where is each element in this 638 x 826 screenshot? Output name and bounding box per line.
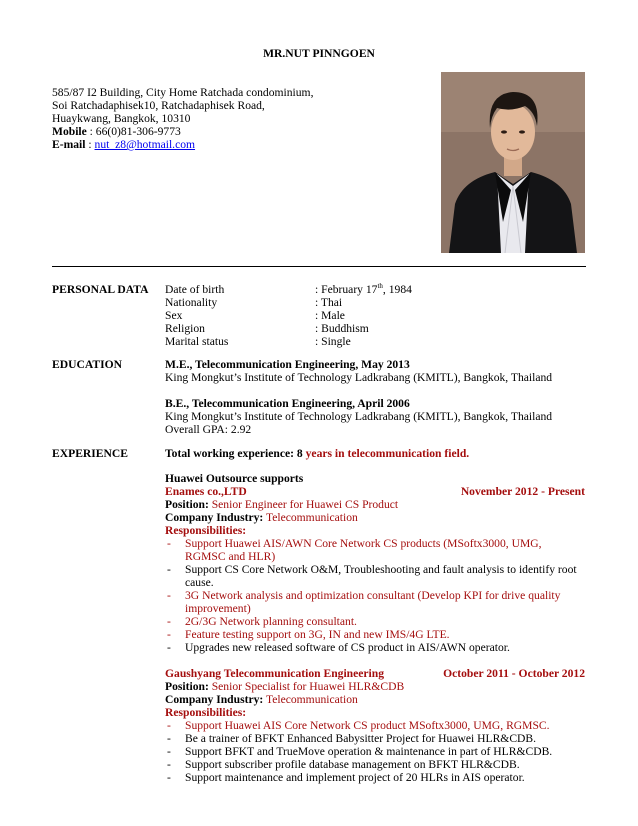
job-header	[165, 667, 585, 680]
mobile-value: : 66(0)81-306-9773	[86, 125, 181, 138]
responsibility-item: - Support CS Core Network O&M, Troubleshooting and fault analysis to identify root cause.	[167, 563, 577, 589]
industry-value: Telecommunication	[263, 511, 358, 524]
section-heading-education: EDUCATION	[52, 358, 122, 371]
resume-name: MR.NUT PINNGOEN	[263, 47, 375, 60]
responsibility-item: - Feature testing support on 3G, IN and new IMS/4G LTE.	[167, 628, 450, 641]
job-position	[165, 498, 585, 511]
address-line: 585/87 I2 Building, City Home Ratchada condominium,	[52, 86, 314, 99]
email-link[interactable]: nut_z8@hotmail.com	[94, 138, 196, 151]
degree-title: M.E., Telecommunication Engineering, May 2013	[165, 358, 410, 371]
job-date: October 2011 - October 2012	[443, 667, 585, 680]
degree-school: King Mongkut’s Institute of Technology Ladkrabang (KMITL), Bangkok, Thailand	[165, 371, 553, 384]
job-position	[165, 680, 585, 693]
responsibility-item: - Upgrades new released software of CS product in AIS/AWN operator.	[167, 641, 510, 654]
field-value: : Thai	[315, 296, 343, 309]
email-label: E-mail	[52, 138, 86, 151]
responsibility-text: 3G Network analysis and optimization consultant (Develop KPI for drive quality improvement)	[185, 589, 561, 615]
header-divider	[52, 266, 586, 267]
responsibility-text: Support BFKT and TrueMove operation & maintenance in part of HLR&CDB.	[185, 745, 553, 758]
address-line: Huaykwang, Bangkok, 10310	[52, 112, 191, 125]
responsibility-item: - 2G/3G Network planning consultant.	[167, 615, 357, 628]
position-value: Senior Engineer for Huawei CS Product	[208, 498, 399, 511]
personal-row	[165, 335, 585, 348]
total-experience	[165, 447, 585, 460]
responsibility-text: Support subscriber profile database management on BFKT HLR&CDB.	[185, 758, 520, 771]
profile-photo	[441, 72, 585, 253]
field-value: : Buddhism	[315, 322, 369, 335]
field-label: Religion	[165, 322, 205, 335]
total-experience-prefix: Total working experience: 8	[165, 447, 306, 460]
position-value: Senior Specialist for Huawei HLR&CDB	[208, 680, 405, 693]
job-company: Enames co.,LTD	[165, 485, 247, 498]
responsibility-text: Support CS Core Network O&M, Troubleshooting and fault analysis to identify root cause.	[185, 563, 577, 589]
job-date: November 2012 - Present	[460, 485, 585, 498]
field-value: : Male	[315, 309, 345, 322]
total-experience-suffix: years in telecommunication field.	[305, 447, 470, 460]
responsibility-item: - Support BFKT and TrueMove operation & maintenance in part of HLR&CDB.	[167, 745, 553, 758]
section-heading-experience: EXPERIENCE	[52, 447, 129, 460]
job-industry	[165, 693, 585, 706]
responsibility-text: Upgrades new released software of CS product in AIS/AWN operator.	[185, 641, 510, 654]
job-company: Gaushyang Telecommunication Engineering	[165, 667, 385, 680]
responsibility-item: - Support subscriber profile database management on BFKT HLR&CDB.	[167, 758, 520, 771]
mobile-label: Mobile	[52, 125, 87, 138]
responsibility-text: Be a trainer of BFKT Enhanced Babysitter Project for Huawei HLR&CDB.	[185, 732, 537, 745]
degree-school: King Mongkut’s Institute of Technology Ladkrabang (KMITL), Bangkok, Thailand	[165, 410, 553, 423]
responsibility-item: - Support Huawei AIS Core Network CS product MSoftx3000, UMG, RGMSC.	[167, 719, 550, 732]
mobile-line	[52, 125, 342, 138]
job-group: Huawei Outsource supports	[165, 472, 304, 485]
job-industry	[165, 511, 585, 524]
field-value	[315, 283, 412, 296]
responsibility-text: Support maintenance and implement project of 20 HLRs in AIS operator.	[185, 771, 525, 784]
personal-row	[165, 309, 585, 322]
field-label: Sex	[165, 309, 183, 322]
position-label: Position:	[165, 498, 209, 511]
section-heading-personal: PERSONAL DATA	[52, 283, 149, 296]
dob-value: : February 17	[315, 283, 378, 296]
responsibility-text: Support Huawei AIS/AWN Core Network CS products (MSoftx3000, UMG, RGMSC and HLR)	[185, 537, 542, 563]
responsibilities-label: Responsibilities:	[165, 524, 247, 537]
responsibility-item: - Support Huawei AIS/AWN Core Network CS products (MSoftx3000, UMG, RGMSC and HLR)	[167, 537, 542, 563]
responsibility-text: Feature testing support on 3G, IN and new IMS/4G LTE.	[185, 628, 450, 641]
responsibility-item: - 3G Network analysis and optimization consultant (Develop KPI for drive quality improvement)	[167, 589, 561, 615]
industry-label: Company Industry:	[165, 511, 264, 524]
degree-title: B.E., Telecommunication Engineering, April 2006	[165, 397, 410, 410]
responsibility-item: - Support maintenance and implement project of 20 HLRs in AIS operator.	[167, 771, 525, 784]
responsibility-text: Support Huawei AIS Core Network CS product MSoftx3000, UMG, RGMSC.	[185, 719, 550, 732]
field-label: Date of birth	[165, 283, 225, 296]
industry-label: Company Industry:	[165, 693, 264, 706]
degree-gpa: Overall GPA: 2.92	[165, 423, 252, 436]
responsibilities-label: Responsibilities:	[165, 706, 247, 719]
email-line	[52, 138, 342, 151]
field-value: : Single	[315, 335, 351, 348]
job-header	[165, 485, 585, 498]
dob-year: , 1984	[382, 283, 412, 296]
education-list	[165, 358, 585, 436]
personal-data-list	[165, 283, 585, 348]
position-label: Position:	[165, 680, 209, 693]
personal-row	[165, 296, 585, 309]
dob-suffix: th	[377, 282, 383, 291]
personal-row	[165, 283, 585, 296]
experience-list	[165, 447, 585, 784]
personal-row	[165, 322, 585, 335]
field-label: Marital status	[165, 335, 229, 348]
responsibility-text: 2G/3G Network planning consultant.	[185, 615, 357, 628]
responsibility-item: - Be a trainer of BFKT Enhanced Babysitter Project for Huawei HLR&CDB.	[167, 732, 537, 745]
field-label: Nationality	[165, 296, 218, 309]
contact-block	[52, 86, 342, 151]
industry-value: Telecommunication	[263, 693, 358, 706]
address-line: Soi Ratchadaphisek10, Ratchadaphisek Road,	[52, 99, 265, 112]
email-sep: :	[85, 138, 95, 151]
